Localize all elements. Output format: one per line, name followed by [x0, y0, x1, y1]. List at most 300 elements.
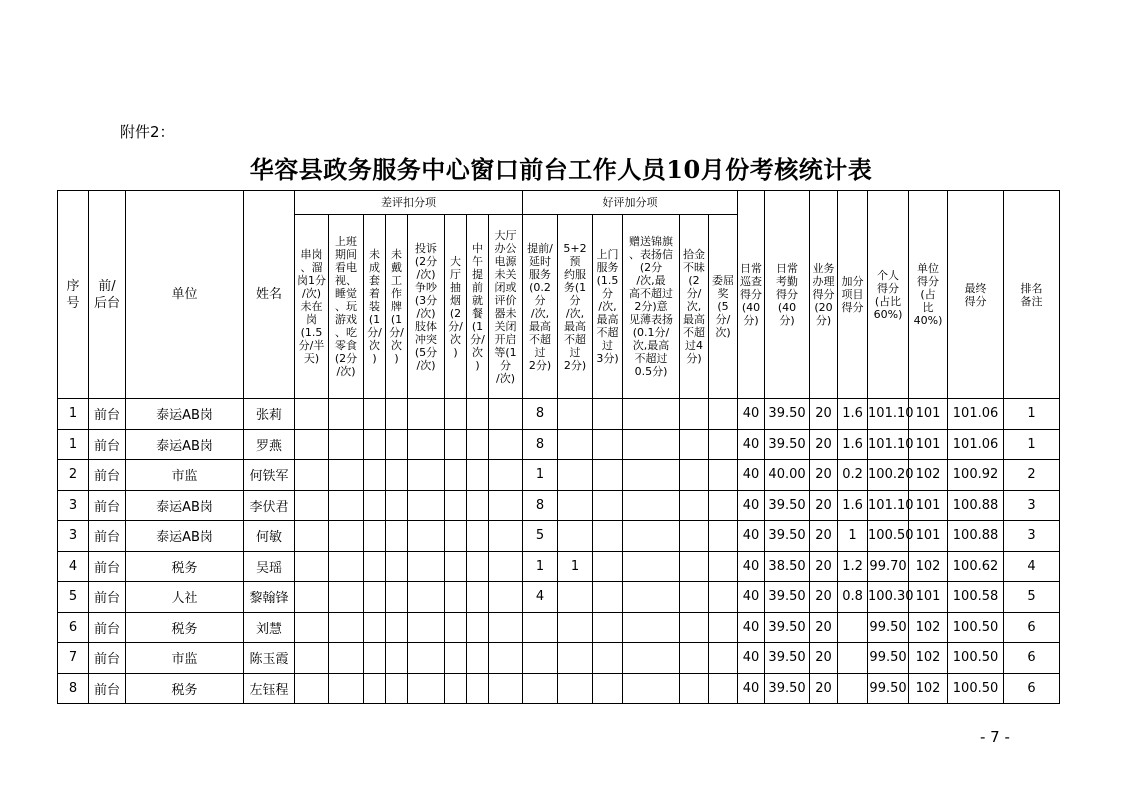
cell-empty: [408, 582, 445, 613]
cell-empty: [593, 429, 623, 460]
cell-empty: [386, 399, 408, 430]
cell-unit: 税务: [126, 673, 244, 704]
cell-empty: [329, 673, 364, 704]
cell-c1: 40: [738, 429, 765, 460]
cell-empty: [623, 399, 680, 430]
group-bonus: 好评加分项: [523, 191, 738, 215]
cell-c4: [838, 673, 868, 704]
header-deduct-4: 未 戴 工 作 牌 (1 分/ 次 ): [386, 215, 408, 399]
cell-c8: 6: [1004, 643, 1060, 674]
cell-empty: [445, 521, 467, 552]
cell-empty: [623, 612, 680, 643]
cell-c1: 40: [738, 460, 765, 491]
cell-c8: 1: [1004, 399, 1060, 430]
cell-b2: [558, 521, 593, 552]
header-bonus-6: 委屈 奖 (5 分/ 次): [709, 215, 738, 399]
cell-empty: [680, 673, 709, 704]
cell-c6: 101: [909, 521, 948, 552]
cell-empty: [680, 521, 709, 552]
cell-c7: 100.62: [948, 551, 1004, 582]
cell-c1: 40: [738, 490, 765, 521]
cell-empty: [408, 521, 445, 552]
cell-name: 左钰程: [244, 673, 295, 704]
cell-empty: [386, 551, 408, 582]
cell-empty: [364, 490, 386, 521]
attachment-label: 附件2：: [120, 123, 175, 141]
cell-front: 前台: [89, 551, 126, 582]
cell-c4: 1.6: [838, 399, 868, 430]
cell-empty: [593, 643, 623, 674]
cell-c8: 5: [1004, 582, 1060, 613]
cell-empty: [295, 429, 329, 460]
cell-c1: 40: [738, 582, 765, 613]
cell-c8: 1: [1004, 429, 1060, 460]
cell-c7: 100.50: [948, 612, 1004, 643]
cell-unit: 市监: [126, 460, 244, 491]
cell-empty: [623, 429, 680, 460]
cell-empty: [467, 643, 489, 674]
cell-b2: [558, 490, 593, 521]
cell-empty: [386, 612, 408, 643]
cell-c2: 39.50: [765, 643, 810, 674]
cell-c3: 20: [810, 582, 838, 613]
cell-c2: 39.50: [765, 582, 810, 613]
cell-c4: [838, 612, 868, 643]
cell-c7: 100.88: [948, 521, 1004, 552]
cell-empty: [408, 460, 445, 491]
cell-empty: [489, 460, 523, 491]
cell-c3: 20: [810, 612, 838, 643]
cell-front: 前台: [89, 521, 126, 552]
cell-c6: 102: [909, 551, 948, 582]
cell-c1: 40: [738, 521, 765, 552]
cell-empty: [709, 521, 738, 552]
table-row: [58, 490, 1060, 521]
cell-c3: 20: [810, 429, 838, 460]
cell-c2: 39.50: [765, 612, 810, 643]
header-deduct-5: 投诉 (2分 /次) 争吵 (3分 /次) 肢体 冲突 (5分 /次): [408, 215, 445, 399]
cell-empty: [364, 612, 386, 643]
cell-c8: 4: [1004, 551, 1060, 582]
cell-c8: 6: [1004, 673, 1060, 704]
cell-seq: 3: [58, 490, 89, 521]
header-front-back: 前/ 后台: [89, 191, 126, 399]
cell-seq: 8: [58, 673, 89, 704]
cell-empty: [329, 551, 364, 582]
cell-c3: 20: [810, 551, 838, 582]
header-deduct-7: 中 午 提 前 就 餐 (1 分/ 次 ): [467, 215, 489, 399]
cell-b2: [558, 399, 593, 430]
cell-empty: [709, 399, 738, 430]
cell-c5: 99.50: [868, 612, 909, 643]
table-row: [58, 673, 1060, 704]
cell-front: 前台: [89, 490, 126, 521]
assessment-table: [57, 190, 1060, 704]
cell-empty: [329, 521, 364, 552]
cell-empty: [623, 490, 680, 521]
cell-empty: [329, 490, 364, 521]
cell-empty: [408, 612, 445, 643]
cell-empty: [386, 490, 408, 521]
cell-empty: [709, 643, 738, 674]
header-deduct-8: 大厅 办公 电源 未关 闭或 评价 器未 关闭 开启 等(1 分 /次): [489, 215, 523, 399]
cell-c3: 20: [810, 399, 838, 430]
cell-empty: [623, 460, 680, 491]
cell-name: 罗燕: [244, 429, 295, 460]
cell-empty: [408, 429, 445, 460]
cell-empty: [364, 673, 386, 704]
cell-empty: [295, 399, 329, 430]
cell-seq: 7: [58, 643, 89, 674]
cell-empty: [467, 551, 489, 582]
cell-empty: [386, 460, 408, 491]
cell-empty: [680, 643, 709, 674]
cell-empty: [295, 460, 329, 491]
cell-empty: [709, 582, 738, 613]
document-title: 华容县政务服务中心窗口前台工作人员10月份考核统计表: [249, 155, 873, 184]
cell-empty: [295, 521, 329, 552]
cell-empty: [593, 582, 623, 613]
cell-empty: [445, 551, 467, 582]
cell-empty: [467, 673, 489, 704]
cell-name: 陈玉霞: [244, 643, 295, 674]
cell-unit: 泰运AB岗: [126, 521, 244, 552]
cell-b1: 4: [523, 582, 558, 613]
header-deduct-3: 未 成 套 着 装 (1 分/ 次 ): [364, 215, 386, 399]
header-bonus-4: 赠送锦旗 、表扬信 (2分 /次,最 高不超过 2分)意 见薄表扬 (0.1分/ 次,最高 不超过 0.5分): [623, 215, 680, 399]
cell-c6: 102: [909, 612, 948, 643]
cell-empty: [709, 490, 738, 521]
cell-empty: [445, 429, 467, 460]
cell-c7: 100.88: [948, 490, 1004, 521]
cell-c5: 100.20: [868, 460, 909, 491]
cell-c4: 0.8: [838, 582, 868, 613]
cell-c4: 1.2: [838, 551, 868, 582]
cell-c3: 20: [810, 643, 838, 674]
cell-b1: 8: [523, 399, 558, 430]
cell-c8: 3: [1004, 521, 1060, 552]
cell-name: 何敏: [244, 521, 295, 552]
cell-b1: 8: [523, 429, 558, 460]
cell-empty: [408, 673, 445, 704]
cell-empty: [680, 429, 709, 460]
cell-empty: [364, 460, 386, 491]
cell-c5: 101.10: [868, 399, 909, 430]
cell-empty: [593, 551, 623, 582]
cell-empty: [709, 673, 738, 704]
cell-c6: 102: [909, 673, 948, 704]
cell-unit: 税务: [126, 612, 244, 643]
cell-empty: [489, 582, 523, 613]
cell-empty: [329, 582, 364, 613]
cell-b1: 1: [523, 551, 558, 582]
cell-c4: 1: [838, 521, 868, 552]
cell-c3: 20: [810, 673, 838, 704]
cell-c6: 101: [909, 399, 948, 430]
cell-empty: [408, 551, 445, 582]
cell-c8: 6: [1004, 612, 1060, 643]
header-bonus-score: 加分 项目 得分: [838, 191, 868, 399]
cell-b2: [558, 460, 593, 491]
table-row: [58, 399, 1060, 430]
cell-c3: 20: [810, 460, 838, 491]
cell-empty: [329, 429, 364, 460]
cell-b2: [558, 643, 593, 674]
cell-c3: 20: [810, 490, 838, 521]
cell-c6: 102: [909, 643, 948, 674]
cell-seq: 3: [58, 521, 89, 552]
header-deduct-2: 上班 期间 看电 视、 睡觉 、玩 游戏 、吃 零食 (2分 /次): [329, 215, 364, 399]
cell-b2: 1: [558, 551, 593, 582]
cell-empty: [680, 460, 709, 491]
cell-empty: [445, 460, 467, 491]
cell-empty: [295, 551, 329, 582]
cell-empty: [593, 612, 623, 643]
header-business-score: 业务 办理 得分 (20 分): [810, 191, 838, 399]
table-row: [58, 460, 1060, 491]
cell-empty: [467, 490, 489, 521]
cell-front: 前台: [89, 643, 126, 674]
table-row: [58, 643, 1060, 674]
header-name: 姓名: [244, 191, 295, 399]
cell-b1: [523, 643, 558, 674]
cell-empty: [295, 673, 329, 704]
cell-empty: [386, 521, 408, 552]
cell-unit: 泰运AB岗: [126, 429, 244, 460]
cell-unit: 税务: [126, 551, 244, 582]
cell-empty: [467, 460, 489, 491]
cell-c5: 101.10: [868, 429, 909, 460]
cell-empty: [329, 460, 364, 491]
cell-empty: [329, 399, 364, 430]
cell-b2: [558, 429, 593, 460]
cell-seq: 4: [58, 551, 89, 582]
cell-empty: [364, 551, 386, 582]
cell-empty: [489, 521, 523, 552]
cell-empty: [593, 490, 623, 521]
cell-name: 张莉: [244, 399, 295, 430]
cell-empty: [623, 673, 680, 704]
cell-c7: 100.58: [948, 582, 1004, 613]
header-unit-score: 单位 得分 (占 比 40%): [909, 191, 948, 399]
cell-c4: 0.2: [838, 460, 868, 491]
cell-empty: [467, 521, 489, 552]
cell-empty: [680, 551, 709, 582]
cell-empty: [623, 643, 680, 674]
cell-empty: [680, 582, 709, 613]
cell-seq: 1: [58, 429, 89, 460]
cell-empty: [467, 612, 489, 643]
cell-front: 前台: [89, 429, 126, 460]
cell-empty: [364, 582, 386, 613]
cell-c5: 101.10: [868, 490, 909, 521]
cell-seq: 2: [58, 460, 89, 491]
cell-empty: [467, 582, 489, 613]
cell-name: 吴瑶: [244, 551, 295, 582]
cell-c5: 100.30: [868, 582, 909, 613]
cell-empty: [709, 551, 738, 582]
cell-name: 何铁军: [244, 460, 295, 491]
cell-empty: [593, 399, 623, 430]
cell-c2: 39.50: [765, 490, 810, 521]
table-row: [58, 551, 1060, 582]
cell-empty: [680, 612, 709, 643]
cell-unit: 泰运AB岗: [126, 399, 244, 430]
header-seq: 序 号: [58, 191, 89, 399]
cell-empty: [489, 551, 523, 582]
cell-c4: [838, 643, 868, 674]
table-row: [58, 582, 1060, 613]
cell-empty: [680, 399, 709, 430]
cell-empty: [408, 643, 445, 674]
cell-empty: [295, 643, 329, 674]
cell-seq: 6: [58, 612, 89, 643]
header-deduct-6: 大 厅 抽 烟 (2 分/ 次 ): [445, 215, 467, 399]
cell-name: 黎翰锋: [244, 582, 295, 613]
cell-empty: [489, 612, 523, 643]
cell-c1: 40: [738, 551, 765, 582]
cell-empty: [386, 673, 408, 704]
cell-seq: 1: [58, 399, 89, 430]
header-bonus-1: 提前/ 延时 服务 (0.2 分 /次, 最高 不超 过 2分): [523, 215, 558, 399]
cell-empty: [295, 490, 329, 521]
cell-c7: 101.06: [948, 429, 1004, 460]
cell-empty: [489, 399, 523, 430]
cell-empty: [364, 643, 386, 674]
cell-c1: 40: [738, 643, 765, 674]
cell-empty: [364, 521, 386, 552]
cell-empty: [445, 612, 467, 643]
header-patrol-score: 日常 巡查 得分 (40 分): [738, 191, 765, 399]
cell-empty: [445, 643, 467, 674]
cell-empty: [295, 582, 329, 613]
cell-front: 前台: [89, 399, 126, 430]
cell-c3: 20: [810, 521, 838, 552]
cell-empty: [445, 490, 467, 521]
header-unit: 单位: [126, 191, 244, 399]
cell-front: 前台: [89, 673, 126, 704]
cell-c5: 99.50: [868, 643, 909, 674]
cell-c6: 101: [909, 429, 948, 460]
cell-empty: [408, 490, 445, 521]
cell-empty: [467, 429, 489, 460]
cell-empty: [489, 673, 523, 704]
cell-c8: 3: [1004, 490, 1060, 521]
cell-b1: 1: [523, 460, 558, 491]
cell-empty: [593, 673, 623, 704]
cell-empty: [709, 429, 738, 460]
cell-empty: [364, 429, 386, 460]
cell-c2: 39.50: [765, 429, 810, 460]
cell-empty: [408, 399, 445, 430]
cell-empty: [445, 399, 467, 430]
header-rank: 排名 备注: [1004, 191, 1060, 399]
cell-b2: [558, 582, 593, 613]
cell-c7: 100.92: [948, 460, 1004, 491]
header-bonus-2: 5+2预 约服 务(1 分 /次, 最高 不超 过 2分): [558, 215, 593, 399]
cell-name: 李伏君: [244, 490, 295, 521]
header-attendance-score: 日常 考勤 得分 (40 分): [765, 191, 810, 399]
cell-c5: 100.50: [868, 521, 909, 552]
cell-c5: 99.50: [868, 673, 909, 704]
cell-empty: [445, 582, 467, 613]
cell-b2: [558, 612, 593, 643]
cell-unit: 市监: [126, 643, 244, 674]
cell-c2: 39.50: [765, 673, 810, 704]
cell-empty: [623, 582, 680, 613]
cell-empty: [467, 399, 489, 430]
cell-empty: [623, 521, 680, 552]
cell-c6: 102: [909, 460, 948, 491]
cell-front: 前台: [89, 460, 126, 491]
header-bonus-3: 上门 服务 (1.5 分 /次, 最高 不超 过 3分): [593, 215, 623, 399]
cell-c5: 99.70: [868, 551, 909, 582]
header-bonus-5: 拾金 不昧 (2 分/ 次, 最高 不超 过4 分): [680, 215, 709, 399]
cell-front: 前台: [89, 612, 126, 643]
cell-c6: 101: [909, 582, 948, 613]
cell-b1: [523, 612, 558, 643]
cell-c6: 101: [909, 490, 948, 521]
table-row: [58, 521, 1060, 552]
cell-b1: [523, 673, 558, 704]
cell-empty: [680, 490, 709, 521]
header-personal-score: 个人 得分 (占比 60%): [868, 191, 909, 399]
cell-empty: [364, 399, 386, 430]
cell-unit: 人社: [126, 582, 244, 613]
cell-c7: 100.50: [948, 643, 1004, 674]
cell-empty: [593, 460, 623, 491]
cell-c2: 39.50: [765, 399, 810, 430]
cell-empty: [489, 429, 523, 460]
group-deduct: 差评扣分项: [295, 191, 523, 215]
cell-b1: 8: [523, 490, 558, 521]
cell-empty: [295, 612, 329, 643]
cell-empty: [489, 490, 523, 521]
cell-seq: 5: [58, 582, 89, 613]
cell-empty: [329, 643, 364, 674]
page-number: - 7 -: [980, 728, 1010, 746]
cell-empty: [445, 673, 467, 704]
cell-empty: [623, 551, 680, 582]
header-final-score: 最终 得分: [948, 191, 1004, 399]
cell-empty: [386, 429, 408, 460]
cell-c4: 1.6: [838, 490, 868, 521]
cell-c2: 38.50: [765, 551, 810, 582]
cell-name: 刘慧: [244, 612, 295, 643]
cell-c1: 40: [738, 612, 765, 643]
cell-front: 前台: [89, 582, 126, 613]
cell-c7: 100.50: [948, 673, 1004, 704]
cell-empty: [329, 612, 364, 643]
cell-c4: 1.6: [838, 429, 868, 460]
cell-empty: [709, 612, 738, 643]
cell-empty: [386, 582, 408, 613]
cell-b1: 5: [523, 521, 558, 552]
cell-c1: 40: [738, 673, 765, 704]
cell-empty: [709, 460, 738, 491]
cell-c1: 40: [738, 399, 765, 430]
cell-c2: 40.00: [765, 460, 810, 491]
cell-c2: 39.50: [765, 521, 810, 552]
table-row: [58, 612, 1060, 643]
cell-empty: [593, 521, 623, 552]
table-row: [58, 429, 1060, 460]
cell-b2: [558, 673, 593, 704]
cell-empty: [386, 643, 408, 674]
cell-c8: 2: [1004, 460, 1060, 491]
cell-unit: 泰运AB岗: [126, 490, 244, 521]
cell-c7: 101.06: [948, 399, 1004, 430]
